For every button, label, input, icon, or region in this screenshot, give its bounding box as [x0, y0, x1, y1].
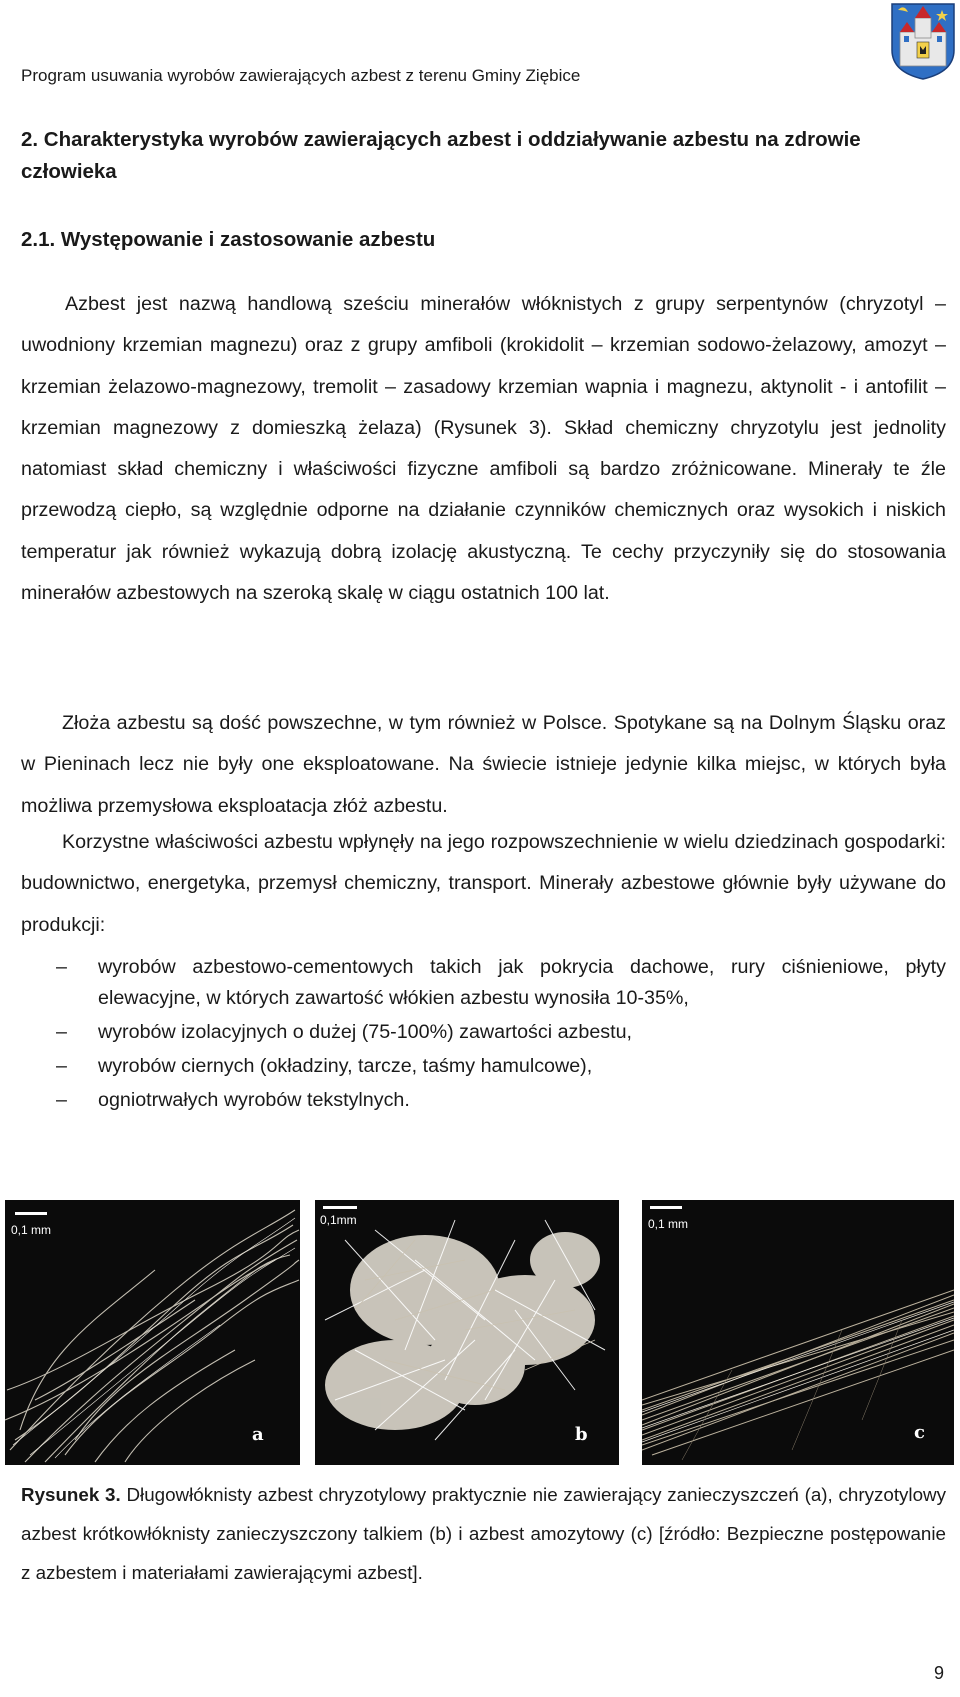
caption-label: Rysunek 3. [21, 1484, 121, 1505]
list-item [56, 1017, 946, 1048]
list-item [56, 1085, 946, 1116]
list-item-text: wyrobów izolacyjnych o dużej (75-100%) zawartości azbestu, [98, 1021, 632, 1043]
paragraph-asbestos-deposits: Złoża azbestu są dość powszechne, w tym również w Polsce. Spotykane są na Dolnym Śląsku oraz w Pieninach lecz nie były one eksploatowane. Na świecie istnieje jedynie kilka miejsc, w których była możliwa przemysłowa eksploatacja złóż azbestu. [21, 712, 946, 817]
coat-of-arms-logo [890, 2, 956, 80]
list-item-text: wyrobów ciernych (okładziny, tarcze, taśmy hamulcowe), [98, 1055, 593, 1077]
list-item-text: wyrobów azbestowo-cementowych takich jak pokrycia dachowe, rury ciśnieniowe, płyty elewacyjne, w których zawartość włókien azbestu wynosiła 10-35%, [98, 956, 946, 1009]
scale-label: 0,1 mm [11, 1223, 52, 1237]
product-list [56, 952, 946, 1119]
paragraph-asbestos-definition: Azbest jest nazwą handlową sześciu minerałów włóknistych z grupy serpentynów (chryzotyl – uwodniony krzemian magnezu) oraz z grupy amfiboli (krokidolit – krzemian sodowo-żelazowy, amozyt – krzemian żelazowo-magnezowy, tremolit – zasadowy krzemian wapnia i magnezu, aktynolit - i antofilit – krzemian magnezowy z domieszką żelaza) (Rysunek 3). Skład chemiczny chryzotylu jest jednolity natomiast skład chemiczny i właściwości fizyczne amfiboli są bardzo zróżnicowane. Minerały te źle przewodzą ciepło, są względnie odporne na działanie czynników chemicznych oraz wysokich i niskich temperatur jak również wykazują dobrą izolację akustyczną. Te cechy przyczyniły się do stosowania minerałów azbestowych na szeroką skalę w ciągu ostatnich 100 lat. [21, 293, 946, 605]
page-number: 9 [934, 1663, 945, 1683]
list-item-text: ogniotrwałych wyrobów tekstylnych. [98, 1089, 410, 1111]
dash-marker: – [56, 1055, 67, 1077]
photo-letter: b [575, 1424, 588, 1445]
section-heading: 2. Charakterystyka wyrobów zawierających azbest i oddziaływanie azbestu na zdrowie człowieka [21, 128, 861, 183]
photo-chrysotile-long-fiber [5, 1200, 300, 1465]
figure-caption [21, 1475, 946, 1592]
scale-label: 0,1mm [320, 1213, 357, 1227]
dash-marker: – [56, 956, 67, 978]
caption-text: Długowłóknisty azbest chryzotylowy praktycznie nie zawierający zanieczyszczeń (a), chryzotylowy azbest krótkowłóknisty zanieczyszczony talkiem (b) i azbest amozytowy (c) [źródło: Bezpieczne postępowanie z azbestem i materiałami zawierającymi azbest]. [21, 1484, 946, 1583]
list-item [56, 952, 946, 1014]
photo-letter: c [914, 1422, 925, 1443]
subsection-heading: 2.1. Występowanie i zastosowanie azbestu [21, 228, 436, 251]
dash-marker: – [56, 1021, 67, 1043]
dash-marker: – [56, 1089, 67, 1111]
photo-amosite [642, 1200, 954, 1465]
photo-chrysotile-short-fiber-talc [315, 1200, 619, 1465]
list-item [56, 1051, 946, 1082]
paragraph-asbestos-uses: Korzystne właściwości azbestu wpłynęły na jego rozpowszechnienie w wielu dziedzinach gospodarki: budownictwo, energetyka, przemysł chemiczny, transport. Minerały azbestowe głównie były używane do produkcji: [21, 831, 946, 936]
document-header-title: Program usuwania wyrobów zawierających azbest z terenu Gminy Ziębice [21, 66, 581, 85]
scale-label: 0,1 mm [648, 1217, 689, 1231]
photo-letter: a [252, 1424, 264, 1445]
